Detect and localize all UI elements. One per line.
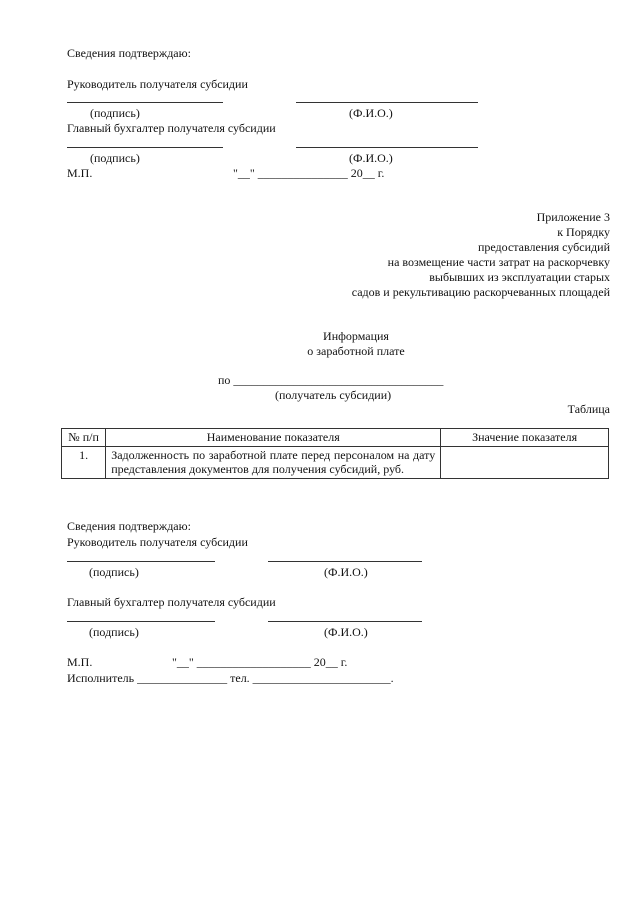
bottom-accountant-fio-caption: (Ф.И.О.) — [324, 625, 368, 639]
executor-field[interactable]: Исполнитель _______________ тел. _______________________. — [67, 671, 394, 685]
bottom-head-label: Руководитель получателя субсидии — [67, 535, 248, 549]
row-number-cell: 1. — [62, 447, 106, 479]
top-head-fio-line[interactable] — [296, 102, 478, 103]
salary-info-table — [61, 428, 609, 479]
top-head-fio-caption: (Ф.И.О.) — [349, 106, 393, 120]
document-subtitle: о заработной плате — [307, 344, 405, 358]
bottom-head-fio-caption: (Ф.И.О.) — [324, 565, 368, 579]
top-accountant-signature-caption: (подпись) — [90, 151, 140, 165]
recipient-caption: (получатель субсидии) — [275, 388, 392, 402]
row-name-cell: Задолженность по заработной плате перед персоналом на дату представления документов для получения субсидий, руб. — [106, 447, 441, 479]
top-accountant-label: Главный бухгалтер получателя субсидии — [67, 121, 276, 135]
appendix-line: садов и рекультивацию раскорчеванных площадей — [351, 285, 610, 299]
appendix-line: к Порядку — [557, 225, 610, 239]
column-header-value: Значение показателя — [441, 429, 609, 447]
appendix-line: Приложение 3 — [536, 210, 610, 224]
top-date-field[interactable]: "__" _______________ 20__ г. — [233, 166, 385, 180]
top-accountant-fio-line[interactable] — [296, 147, 478, 148]
row-value-cell[interactable] — [441, 447, 609, 479]
top-head-signature-caption: (подпись) — [90, 106, 140, 120]
appendix-line: выбывших из эксплуатации старых — [429, 270, 610, 284]
top-accountant-signature-line[interactable] — [67, 147, 223, 148]
bottom-head-signature-line[interactable] — [67, 561, 215, 562]
top-accountant-fio-caption: (Ф.И.О.) — [349, 151, 393, 165]
top-stamp-label: М.П. — [67, 166, 93, 180]
bottom-confirm-text: Сведения подтверждаю: — [67, 519, 191, 533]
bottom-accountant-signature-caption: (подпись) — [89, 625, 139, 639]
top-confirm-text: Сведения подтверждаю: — [67, 46, 191, 60]
bottom-accountant-signature-line[interactable] — [67, 621, 215, 622]
table-header-row — [62, 429, 609, 447]
bottom-stamp-label: М.П. — [67, 655, 93, 669]
appendix-line: предоставления субсидий — [477, 240, 610, 254]
top-head-label: Руководитель получателя субсидии — [67, 77, 248, 91]
column-header-name: Наименование показателя — [106, 429, 441, 447]
bottom-accountant-label: Главный бухгалтер получателя субсидии — [67, 595, 276, 609]
column-header-number: № п/п — [62, 429, 106, 447]
appendix-line: на возмещение части затрат на раскорчевку — [387, 255, 610, 269]
bottom-date-field[interactable]: "__" ___________________ 20__ г. — [172, 655, 348, 669]
bottom-accountant-fio-line[interactable] — [268, 621, 422, 622]
bottom-head-fio-line[interactable] — [268, 561, 422, 562]
top-head-signature-line[interactable] — [67, 102, 223, 103]
bottom-head-signature-caption: (подпись) — [89, 565, 139, 579]
recipient-field[interactable]: по ___________________________________ — [218, 373, 444, 387]
table-label: Таблица — [567, 402, 610, 416]
table-row — [62, 447, 609, 479]
document-title: Информация — [323, 329, 389, 343]
